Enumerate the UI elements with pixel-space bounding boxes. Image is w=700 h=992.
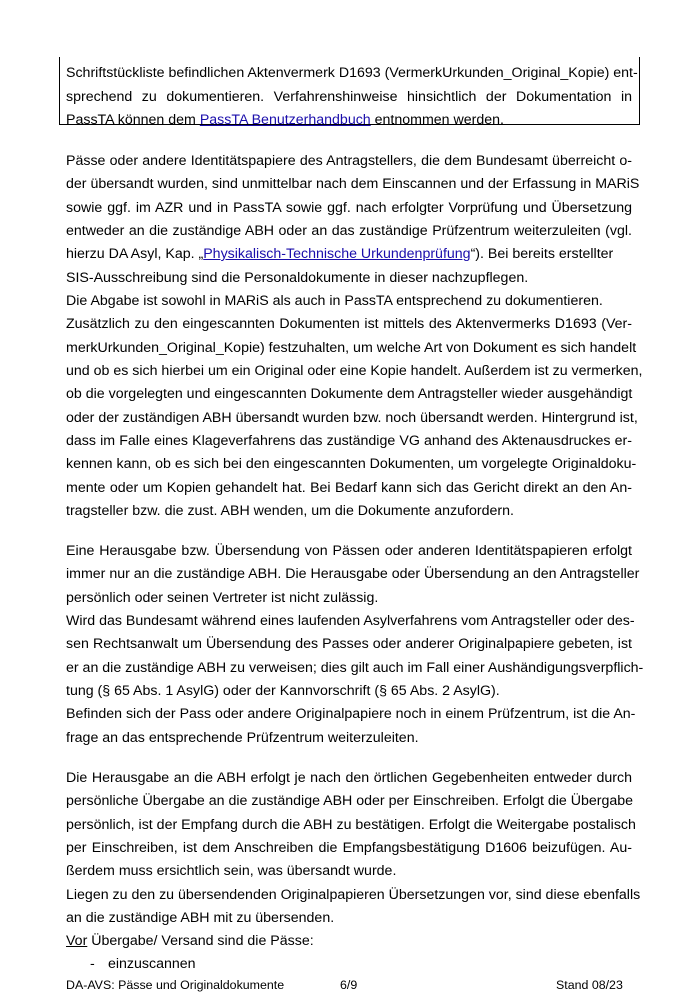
paragraph-line: er an die zuständige ABH zu verweisen; dies gilt auch im Fall einer Aushändigungsverpflich- <box>66 660 644 676</box>
text: “). Bei bereits erstellter <box>470 246 614 262</box>
paragraph-line: dass im Falle eines Klageverfahrens das zuständige VG anhand des Aktenausdruckes er- <box>66 433 632 449</box>
box-line <box>66 113 504 131</box>
text: hierzu DA Asyl, Kap. „ <box>66 246 204 262</box>
paragraph-line: merkUrkunden_Original_Kopie) festzuhalten, um welche Art von Dokument es sich handelt <box>66 340 637 356</box>
paragraph-line: Befinden sich der Pass oder andere Originalpapiere noch in einem Prüfzentrum, ist die An- <box>66 706 636 722</box>
text: entnommen werden. <box>370 112 504 128</box>
paragraph-line: persönliche Übergabe an die zuständige ABH oder per Einschreiben. Erfolgt die Übergabe <box>66 793 634 809</box>
urkundenpruefung-link[interactable]: Physikalisch-Technische Urkundenprüfung <box>203 246 471 262</box>
paragraph-line: tragsteller bzw. die zust. ABH wenden, um die Dokumente anzufordern. <box>66 503 514 519</box>
paragraph-line: frage an das entsprechende Prüfzentrum weiterzuleiten. <box>66 730 419 746</box>
text: PassTA können dem <box>66 112 200 128</box>
paragraph-line: persönlich, ist der Empfang durch die ABH zu bestätigen. Erfolgt die Weitergabe postalisch <box>66 817 636 833</box>
footer-title: DA-AVS: Pässe und Originaldokumente <box>66 978 285 992</box>
paragraph-line: Die Abgabe ist sowohl in MARiS als auch in PassTA entsprechend zu dokumentieren. <box>66 293 603 309</box>
bullet-mark: - <box>90 956 95 972</box>
paragraph-line: sen Rechtsanwalt um Übersendung des Passes oder anderer Originalpapiere gebeten, ist <box>66 636 632 652</box>
paragraph-line: sowie ggf. im AZR und in PassTA sowie ggf. nach erfolgter Vorprüfung und Übersetzung <box>66 200 632 216</box>
footer-page-number: 6/9 <box>340 978 358 992</box>
paragraph-line: oder der zuständigen ABH übersandt wurden bzw. noch übersandt werden. Hintergrund ist, <box>66 410 638 426</box>
paragraph-line <box>66 934 314 952</box>
paragraph-line: ob die vorgelegten und eingescannten Dokumente dem Antragsteller wieder ausgehändigt <box>66 386 633 402</box>
paragraph-line: Eine Herausgabe bzw. Übersendung von Pässen oder anderen Identitätspapieren erfolgt <box>66 543 632 559</box>
box-line: Schriftstückliste befindlichen Aktenvermerk D1693 (VermerkUrkunden_Original_Kopie) ent- <box>66 65 638 81</box>
paragraph-line: Liegen zu den zu übersendenden Originalpapieren Übersetzungen vor, sind diese ebenfalls <box>66 887 641 903</box>
paragraph-line: mente oder um Kopien gehandelt hat. Bei Bedarf kann sich das Gericht direkt an den An- <box>66 480 632 496</box>
underlined-word: Vor <box>66 933 88 949</box>
paragraph-line: Zusätzlich zu den eingescannten Dokumenten ist mittels des Aktenvermerks D1693 (Ver- <box>66 316 632 332</box>
paragraph-line: an die zuständige ABH mit zu übersenden. <box>66 910 335 926</box>
paragraph-line: ßerdem muss ersichtlich sein, was übersandt wurde. <box>66 863 397 879</box>
paragraph-line: per Einschreiben, ist dem Anschreiben die Empfangsbestätigung D1606 beizufügen. Au- <box>66 840 632 856</box>
paragraph-line: persönlich oder seinen Vertreter ist nicht zulässig. <box>66 590 379 606</box>
paragraph-line: kennen kann, ob es sich bei den eingescannten Dokumenten, um vorgelegte Originaldoku- <box>66 456 637 472</box>
paragraph-line: SIS-Ausschreibung sind die Personaldokumente in dieser nachzupflegen. <box>66 270 529 286</box>
paragraph-line: entweder an die zuständige ABH oder an das zuständige Prüfzentrum weiterzuleiten (vgl. <box>66 223 632 239</box>
box-line: sprechend zu dokumentieren. Verfahrenshinweise hinsichtlich der Dokumentation in <box>66 89 632 105</box>
paragraph-line: Pässe oder andere Identitätspapiere des Antragstellers, die dem Bundesamt überreicht o- <box>66 153 632 169</box>
paragraph-line: der übersandt wurden, sind unmittelbar nach dem Einscannen und der Erfassung in MARiS <box>66 176 640 192</box>
passta-handbook-link[interactable]: PassTA Benutzerhandbuch <box>199 112 371 128</box>
paragraph-line: tung (§ 65 Abs. 1 AsylG) oder der Kannvorschrift (§ 65 Abs. 2 AsylG). <box>66 683 500 699</box>
paragraph-line: Die Herausgabe an die ABH erfolgt je nach den örtlichen Gegebenheiten entweder durch <box>66 770 632 786</box>
footer-date: Stand 08/23 <box>556 978 623 992</box>
paragraph-line: immer nur an die zuständige ABH. Die Herausgabe oder Übersendung an den Antragsteller <box>66 566 640 582</box>
bullet-text: einzuscannen <box>108 956 196 972</box>
paragraph-line <box>66 247 613 265</box>
paragraph-line: Wird das Bundesamt während eines laufenden Asylverfahrens vom Antragsteller oder des- <box>66 613 635 629</box>
paragraph-line: und ob es sich hierbei um ein Original oder eine Kopie handelt. Außerdem ist zu vermerken, <box>66 363 643 379</box>
text: Übergabe/ Versand sind die Pässe: <box>87 933 314 949</box>
